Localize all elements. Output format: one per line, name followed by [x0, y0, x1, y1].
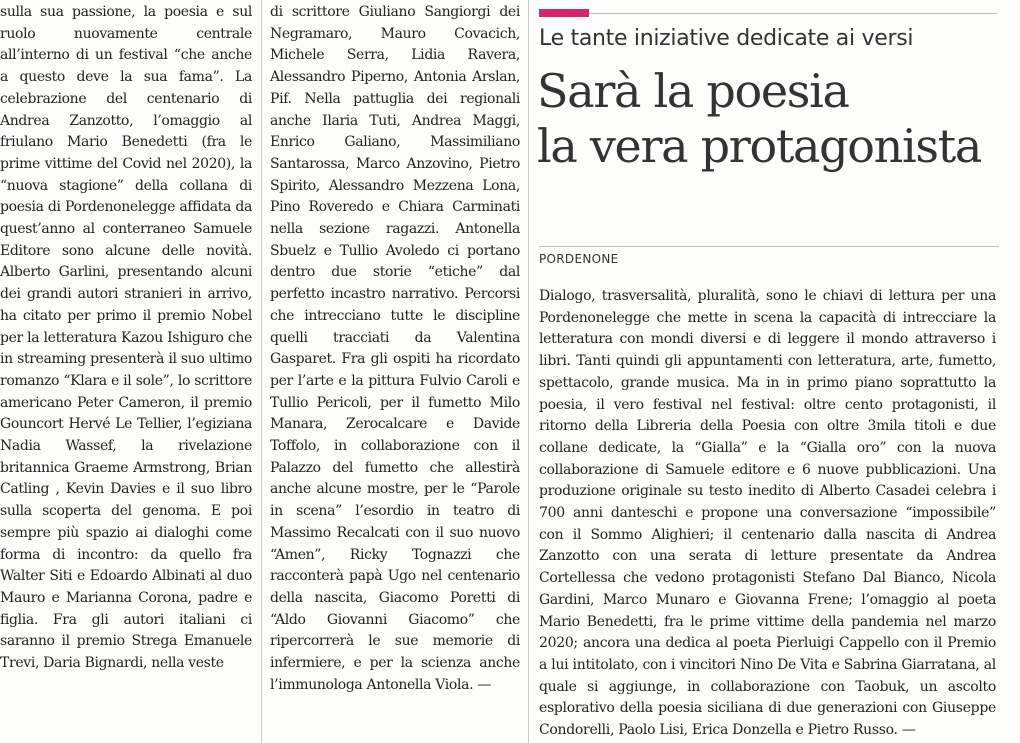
- headline: [537, 64, 1007, 174]
- article-body: Dialogo, trasversalità, pluralità, sono le chiavi di lettura per una Pordenonelegge che mette in scena la capacità di intrecciare la letteratura con mondi diversi e di leggere il mondo attraverso i libri. Tanti quindi gli appuntamenti con letteratura, arte, fumetto, spettacolo, grande musica. Ma in in primo piano soprattutto la poesia, il vero festival nel festival: oltre cento protagonisti, il ritorno della Libreria della Poesia con oltre 3mila titoli e due collane dedicate, la “Gialla” e la “Gialla oro” con la nuova collaborazione di Samuele editore e 6 nuove pubblicazioni. Una produzione originale su testo inedito di Alberto Casadei celebra i 700 anni danteschi e propone una conversazione “impossibile” con il Sommo Alighieri; il centenario dalla nascita di Andrea Zanzotto con una serata di letture presentate da Andrea Cortellessa che vedono protagonisti Stefano Dal Bianco, Nicola Gardini, Marco Munaro e Giovanna Frene; l’omaggio al poeta Mario Benedetti, fra le prime vittime della pandemia nel marzo 2020; ancora una dedica al poeta Pierluigi Cappello con il Premio a lui intitolato, con i vincitori Nino De Vita e Sabrina Giarratana, al quale si aggiunge, in collaborazione con Taobuk, un ascolto esplorativo della poesia siciliana di due generazioni con Giuseppe Condorelli, Paolo Lisi, Erica Donzella e Pietro Russo. —: [539, 288, 996, 739]
- column-divider: [528, 0, 529, 743]
- location-rule: [539, 246, 999, 247]
- kicker: Le tante iniziative dedicate ai versi: [539, 26, 914, 51]
- article-column-2: di scrittore Giuliano Sangiorgi dei Negramaro, Mauro Covacich, Michele Serra, Lidia Ravera, Alessandro Piperno, Antonia Arslan, Pif. Nella pattuglia dei regionali anche Ilaria Tuti, Andrea Maggi, Enrico Galiano, Massimiliano Santarossa, Marco Anzovino, Pietro Spirito, Alessandro Mezzena Lona, Pino Roveredo e Chiara Carminati nella sezione ragazzi. Antonella Sbuelz e Tullio Avoledo ci portano dentro due storie “etiche” dal perfetto incastro narrativo. Percorsi che intrecciano tutte le discipline quelli tracciati da Valentina Gasparet. Fra gli ospiti ha ricordato per l’arte e la pittura Fulvio Caroli e Tullio Pericoli, per il fumetto Milo Manara, Zerocalcare e Davide Toffolo, in collaborazione con il Palazzo del fumetto che allestirà anche alcune mostre, per le “Parole in scena” l’esordio in teatro di Massimo Recalcati con il suo nuovo “Amen”, Ricky Tognazzi che racconterà papà Ugo nel centenario della nascita, Giacomo Poretti di “Aldo Giovanni Giacomo” che ripercorrerà le sue memorie di infermiere, e per la scienza anche l’immunologa Antonella Viola. —: [270, 4, 520, 693]
- article-column-1: sulla sua passione, la poesia e sul ruolo nuovamente centrale all’interno di un festival “che anche a questo deve la sua fama”. La celebrazione del centenario di Andrea Zanzotto, l’omaggio al friulano Mario Benedetti (fra le prime vittime del Covid nel 2020), la “nuova stagione” della collana di poesia di Pordenonelegge affidata da quest’anno al conterraneo Samuele Editore sono alcune delle novità. Alberto Garlini, presentando alcuni dei grandi autori stranieri in arrivo, ha citato per primo il premio Nobel per la letteratura Kazou Ishiguro che in streaming presenterà il suo ultimo romanzo “Klara e il sole”, lo scrittore americano Peter Cameron, il premio Gouncort Hervé Le Tellier, l’egiziana Nadia Wassef, la rivelazione britannica Graeme Armstrong, Brian Catling , Kevin Davies e il suo libro sulla scoperta del genoma. E poi sempre più spazio ai dialoghi come forma di incontro: da quello fra Walter Siti e Edoardo Albinati al duo Mauro e Marianna Corona, padre e figlia. Fra gli autori italiani ci saranno il premio Strega Emanuele Trevi, Daria Bignardi, nella veste: [0, 4, 252, 672]
- headline-line-1: Sarà la poesia: [537, 64, 849, 118]
- header-rule: [589, 13, 997, 14]
- column-divider: [261, 0, 262, 743]
- section-accent-bar: [539, 9, 589, 17]
- headline-line-2: la vera protagonista: [537, 119, 982, 173]
- dateline-location: PORDENONE: [539, 252, 619, 266]
